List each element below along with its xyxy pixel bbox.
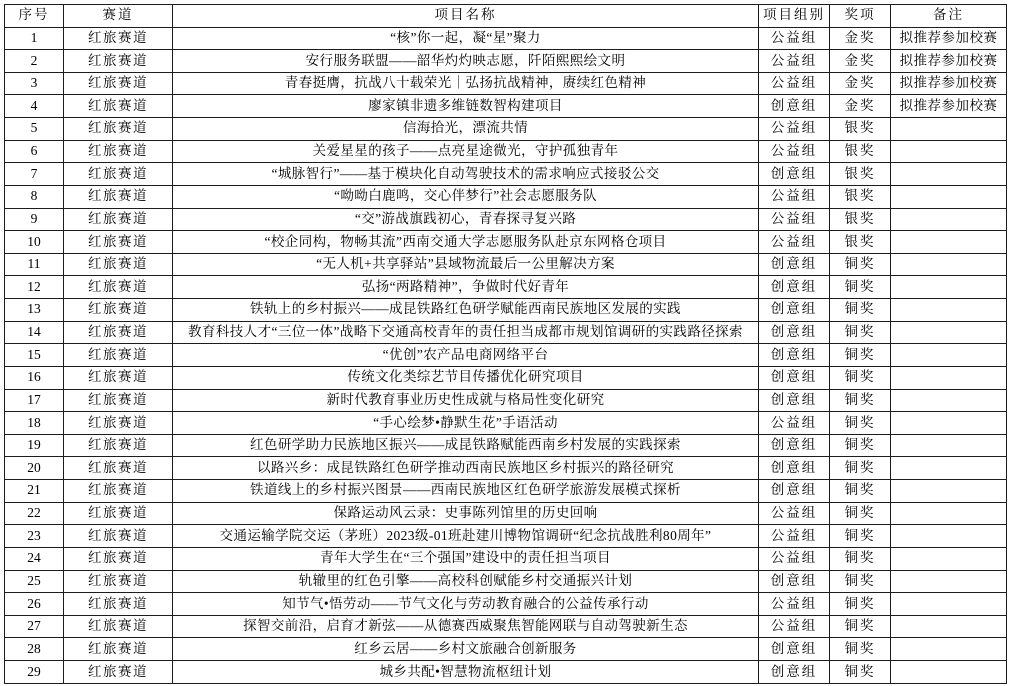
cell-remark — [891, 480, 1007, 503]
cell-award: 银奖 — [830, 163, 891, 186]
table-row — [5, 27, 1007, 50]
cell-remark: 拟推荐参加校赛 — [891, 50, 1007, 73]
cell-project-group: 公益组 — [759, 525, 830, 548]
cell-remark — [891, 321, 1007, 344]
cell-remark — [891, 434, 1007, 457]
cell-award: 银奖 — [830, 118, 891, 141]
cell-project-group: 创意组 — [759, 638, 830, 661]
cell-remark — [891, 299, 1007, 322]
table-row — [5, 412, 1007, 435]
cell-track: 红旅赛道 — [64, 27, 173, 50]
cell-award: 铜奖 — [830, 253, 891, 276]
cell-project-group: 公益组 — [759, 50, 830, 73]
cell-project-name: “城脉智行”——基于模块化自动驾驶技术的需求响应式接驳公交 — [173, 163, 759, 186]
cell-remark — [891, 615, 1007, 638]
cell-award: 银奖 — [830, 140, 891, 163]
table-row — [5, 253, 1007, 276]
cell-track: 红旅赛道 — [64, 185, 173, 208]
table-row — [5, 50, 1007, 73]
table-row — [5, 615, 1007, 638]
cell-serial-number: 4 — [5, 95, 64, 118]
table-row — [5, 163, 1007, 186]
cell-serial-number: 8 — [5, 185, 64, 208]
cell-remark — [891, 593, 1007, 616]
cell-track: 红旅赛道 — [64, 480, 173, 503]
cell-track: 红旅赛道 — [64, 72, 173, 95]
column-header-track: 赛道 — [64, 5, 173, 28]
column-header-project-name: 项目名称 — [173, 5, 759, 28]
table-row — [5, 344, 1007, 367]
cell-serial-number: 17 — [5, 389, 64, 412]
cell-project-name: 教育科技人才“三位一体”战略下交通高校青年的责任担当成都市规划馆调研的实践路径探索 — [173, 321, 759, 344]
cell-project-name: 弘扬“两路精神”，争做时代好青年 — [173, 276, 759, 299]
cell-serial-number: 5 — [5, 118, 64, 141]
cell-project-name: 安行服务联盟——韶华灼灼映志愿，阡陌熙熙绘文明 — [173, 50, 759, 73]
table-row — [5, 593, 1007, 616]
table-row — [5, 434, 1007, 457]
cell-project-name: 铁轨上的乡村振兴——成昆铁路红色研学赋能西南民族地区发展的实践 — [173, 299, 759, 322]
cell-award: 铜奖 — [830, 638, 891, 661]
cell-track: 红旅赛道 — [64, 140, 173, 163]
column-header-remark: 备注 — [891, 5, 1007, 28]
cell-serial-number: 21 — [5, 480, 64, 503]
table-header-row — [5, 5, 1007, 28]
cell-project-group: 公益组 — [759, 140, 830, 163]
table-row — [5, 570, 1007, 593]
cell-track: 红旅赛道 — [64, 163, 173, 186]
cell-track: 红旅赛道 — [64, 118, 173, 141]
cell-project-name: “无人机+共享驿站”县域物流最后一公里解决方案 — [173, 253, 759, 276]
cell-project-group: 创意组 — [759, 299, 830, 322]
cell-track: 红旅赛道 — [64, 615, 173, 638]
cell-project-name: 关爱星星的孩子——点亮星途微光，守护孤独青年 — [173, 140, 759, 163]
cell-award: 铜奖 — [830, 525, 891, 548]
cell-serial-number: 26 — [5, 593, 64, 616]
cell-project-name: 以路兴乡：成昆铁路红色研学推动西南民族地区乡村振兴的路径研究 — [173, 457, 759, 480]
cell-project-group: 创意组 — [759, 95, 830, 118]
cell-remark: 拟推荐参加校赛 — [891, 27, 1007, 50]
cell-remark — [891, 140, 1007, 163]
cell-remark — [891, 276, 1007, 299]
cell-award: 铜奖 — [830, 593, 891, 616]
cell-track: 红旅赛道 — [64, 253, 173, 276]
cell-award: 铜奖 — [830, 480, 891, 503]
cell-serial-number: 12 — [5, 276, 64, 299]
cell-project-group: 公益组 — [759, 118, 830, 141]
cell-award: 铜奖 — [830, 661, 891, 684]
cell-remark — [891, 163, 1007, 186]
cell-remark — [891, 389, 1007, 412]
cell-award: 铜奖 — [830, 321, 891, 344]
cell-serial-number: 13 — [5, 299, 64, 322]
cell-serial-number: 19 — [5, 434, 64, 457]
cell-track: 红旅赛道 — [64, 50, 173, 73]
cell-track: 红旅赛道 — [64, 299, 173, 322]
cell-project-name: 交通运输学院交运（茅班）2023级-01班赴建川博物馆调研“纪念抗战胜利80周年” — [173, 525, 759, 548]
cell-remark — [891, 118, 1007, 141]
cell-project-group: 公益组 — [759, 185, 830, 208]
table-row — [5, 661, 1007, 684]
cell-track: 红旅赛道 — [64, 231, 173, 254]
cell-award: 铜奖 — [830, 412, 891, 435]
cell-track: 红旅赛道 — [64, 95, 173, 118]
cell-project-group: 创意组 — [759, 276, 830, 299]
cell-project-group: 公益组 — [759, 72, 830, 95]
table-row — [5, 547, 1007, 570]
cell-serial-number: 25 — [5, 570, 64, 593]
cell-remark — [891, 253, 1007, 276]
cell-project-name: “核”你一起，凝“星”聚力 — [173, 27, 759, 50]
cell-award: 金奖 — [830, 95, 891, 118]
column-header-award: 奖项 — [830, 5, 891, 28]
cell-project-name: 传统文化类综艺节目传播优化研究项目 — [173, 366, 759, 389]
cell-remark — [891, 185, 1007, 208]
cell-serial-number: 20 — [5, 457, 64, 480]
table-row — [5, 185, 1007, 208]
cell-remark — [891, 638, 1007, 661]
cell-serial-number: 9 — [5, 208, 64, 231]
table-row — [5, 231, 1007, 254]
cell-serial-number: 3 — [5, 72, 64, 95]
cell-project-name: 信海拾光，漂流共情 — [173, 118, 759, 141]
table-body — [5, 27, 1007, 683]
cell-serial-number: 15 — [5, 344, 64, 367]
cell-serial-number: 29 — [5, 661, 64, 684]
cell-project-group: 创意组 — [759, 661, 830, 684]
cell-project-group: 公益组 — [759, 412, 830, 435]
column-header-serial-number: 序号 — [5, 5, 64, 28]
cell-project-group: 创意组 — [759, 480, 830, 503]
table-row — [5, 276, 1007, 299]
cell-project-name: 青年大学生在“三个强国”建设中的责任担当项目 — [173, 547, 759, 570]
cell-serial-number: 22 — [5, 502, 64, 525]
cell-award: 铜奖 — [830, 366, 891, 389]
cell-project-name: 城乡共配•智慧物流枢纽计划 — [173, 661, 759, 684]
cell-track: 红旅赛道 — [64, 321, 173, 344]
cell-remark — [891, 661, 1007, 684]
table-row — [5, 366, 1007, 389]
cell-project-name: 探智交前沿，启育才新弦——从德赛西威聚焦智能网联与自动驾驶新生态 — [173, 615, 759, 638]
cell-remark — [891, 231, 1007, 254]
cell-serial-number: 6 — [5, 140, 64, 163]
table-row — [5, 638, 1007, 661]
cell-project-name: “手心绘梦•静默生花”手语活动 — [173, 412, 759, 435]
cell-project-name: 铁道线上的乡村振兴图景——西南民族地区红色研学旅游发展模式探析 — [173, 480, 759, 503]
cell-project-group: 创意组 — [759, 253, 830, 276]
cell-track: 红旅赛道 — [64, 638, 173, 661]
table-row — [5, 299, 1007, 322]
cell-project-name: 知节气•悟劳动——节气文化与劳动教育融合的公益传承行动 — [173, 593, 759, 616]
cell-remark — [891, 502, 1007, 525]
cell-track: 红旅赛道 — [64, 525, 173, 548]
cell-project-group: 创意组 — [759, 321, 830, 344]
cell-award: 铜奖 — [830, 344, 891, 367]
cell-remark — [891, 457, 1007, 480]
cell-remark: 拟推荐参加校赛 — [891, 95, 1007, 118]
table-row — [5, 95, 1007, 118]
table-row — [5, 208, 1007, 231]
cell-remark — [891, 570, 1007, 593]
cell-project-name: “优创”农产品电商网络平台 — [173, 344, 759, 367]
cell-remark — [891, 525, 1007, 548]
cell-award: 银奖 — [830, 185, 891, 208]
cell-track: 红旅赛道 — [64, 412, 173, 435]
cell-remark — [891, 547, 1007, 570]
table-row — [5, 389, 1007, 412]
cell-serial-number: 1 — [5, 27, 64, 50]
cell-project-group: 创意组 — [759, 389, 830, 412]
cell-track: 红旅赛道 — [64, 208, 173, 231]
cell-award: 铜奖 — [830, 299, 891, 322]
cell-track: 红旅赛道 — [64, 593, 173, 616]
cell-award: 金奖 — [830, 50, 891, 73]
cell-award: 铜奖 — [830, 547, 891, 570]
cell-project-name: 青春挺膺，抗战八十载荣光｜弘扬抗战精神，赓续红色精神 — [173, 72, 759, 95]
cell-track: 红旅赛道 — [64, 661, 173, 684]
table-row — [5, 118, 1007, 141]
cell-award: 铜奖 — [830, 502, 891, 525]
cell-award: 银奖 — [830, 208, 891, 231]
cell-project-group: 公益组 — [759, 502, 830, 525]
table-row — [5, 525, 1007, 548]
cell-track: 红旅赛道 — [64, 434, 173, 457]
cell-serial-number: 16 — [5, 366, 64, 389]
cell-project-group: 公益组 — [759, 615, 830, 638]
cell-serial-number: 7 — [5, 163, 64, 186]
column-header-project-group: 项目组别 — [759, 5, 830, 28]
cell-project-name: 红色研学助力民族地区振兴——成昆铁路赋能西南乡村发展的实践探索 — [173, 434, 759, 457]
cell-project-name: “校企同构，物畅其流”西南交通大学志愿服务队赴京东网格仓项目 — [173, 231, 759, 254]
cell-track: 红旅赛道 — [64, 344, 173, 367]
cell-serial-number: 27 — [5, 615, 64, 638]
cell-project-group: 创意组 — [759, 457, 830, 480]
cell-award: 金奖 — [830, 72, 891, 95]
cell-project-group: 公益组 — [759, 231, 830, 254]
cell-track: 红旅赛道 — [64, 502, 173, 525]
cell-track: 红旅赛道 — [64, 570, 173, 593]
cell-serial-number: 10 — [5, 231, 64, 254]
cell-track: 红旅赛道 — [64, 389, 173, 412]
cell-track: 红旅赛道 — [64, 276, 173, 299]
cell-project-name: 新时代教育事业历史性成就与格局性变化研究 — [173, 389, 759, 412]
table-row — [5, 321, 1007, 344]
cell-project-name: 保路运动风云录：史事陈列馆里的历史回响 — [173, 502, 759, 525]
cell-project-name: 红乡云居——乡村文旅融合创新服务 — [173, 638, 759, 661]
cell-project-group: 创意组 — [759, 344, 830, 367]
cell-remark — [891, 366, 1007, 389]
cell-track: 红旅赛道 — [64, 366, 173, 389]
cell-serial-number: 28 — [5, 638, 64, 661]
cell-serial-number: 18 — [5, 412, 64, 435]
cell-project-group: 创意组 — [759, 366, 830, 389]
cell-serial-number: 14 — [5, 321, 64, 344]
cell-remark — [891, 412, 1007, 435]
cell-project-group: 创意组 — [759, 163, 830, 186]
cell-remark: 拟推荐参加校赛 — [891, 72, 1007, 95]
cell-project-group: 公益组 — [759, 593, 830, 616]
cell-project-group: 公益组 — [759, 27, 830, 50]
cell-award: 铜奖 — [830, 276, 891, 299]
cell-track: 红旅赛道 — [64, 457, 173, 480]
cell-project-group: 创意组 — [759, 570, 830, 593]
cell-serial-number: 2 — [5, 50, 64, 73]
cell-remark — [891, 208, 1007, 231]
award-results-table — [4, 4, 1007, 684]
table-row — [5, 72, 1007, 95]
cell-project-name: “呦呦白鹿鸣，交心伴梦行”社会志愿服务队 — [173, 185, 759, 208]
table-row — [5, 502, 1007, 525]
cell-award: 铜奖 — [830, 570, 891, 593]
cell-award: 铜奖 — [830, 457, 891, 480]
table-row — [5, 480, 1007, 503]
cell-track: 红旅赛道 — [64, 547, 173, 570]
cell-serial-number: 11 — [5, 253, 64, 276]
cell-remark — [891, 344, 1007, 367]
table-row — [5, 457, 1007, 480]
table-row — [5, 140, 1007, 163]
cell-project-name: 轨辙里的红色引擎——高校科创赋能乡村交通振兴计划 — [173, 570, 759, 593]
cell-project-name: “交”游战旗践初心，青春探寻复兴路 — [173, 208, 759, 231]
cell-award: 铜奖 — [830, 615, 891, 638]
cell-serial-number: 24 — [5, 547, 64, 570]
cell-award: 铜奖 — [830, 389, 891, 412]
cell-project-group: 创意组 — [759, 434, 830, 457]
cell-serial-number: 23 — [5, 525, 64, 548]
cell-award: 铜奖 — [830, 434, 891, 457]
cell-award: 银奖 — [830, 231, 891, 254]
cell-project-group: 公益组 — [759, 208, 830, 231]
cell-project-name: 廖家镇非遗多维链数智构建项目 — [173, 95, 759, 118]
cell-project-group: 公益组 — [759, 547, 830, 570]
cell-award: 金奖 — [830, 27, 891, 50]
